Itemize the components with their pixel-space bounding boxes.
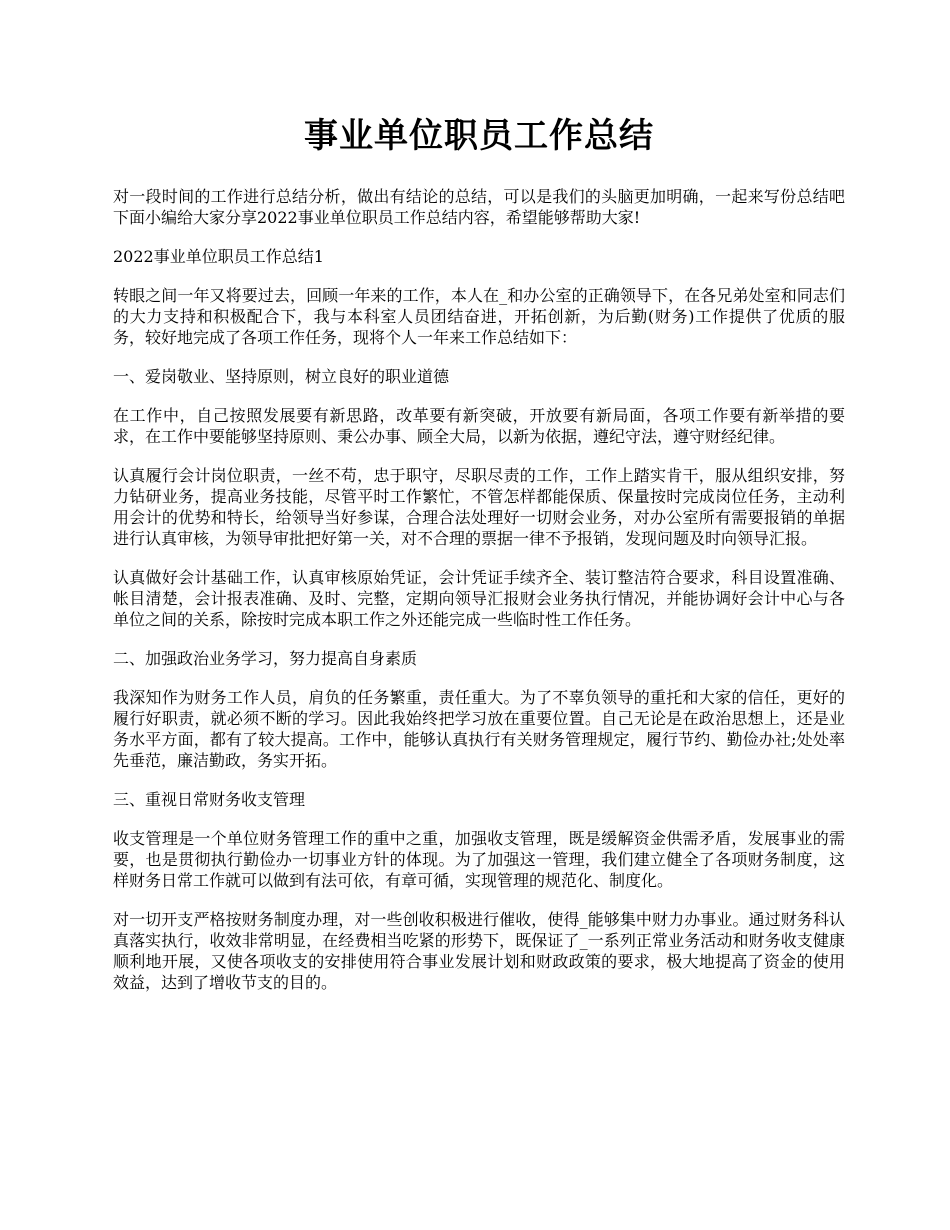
paragraph-7: 对一切开支严格按财务制度办理，对一些创收积极进行催收，使得_能够集中财力办事业。通过财务科认真落实执行，收效非常明显，在经费相当吃紧的形势下，既保证了_一系列正常业务活动和财务收支健康顺利地开展，又使各项收支的安排使用符合事业发展计划和财政政策的要求，极大地提高了资金的使用效益，达到了增收节支的目的。 [113, 910, 845, 992]
heading-2: 二、加强政治业务学习，努力提高自身素质 [113, 649, 418, 668]
intro-paragraph: 对一段时间的工作进行总结分析，做出有结论的总结，可以是我们的头脑更加明确，一起来写份总结吧下面小编给大家分享2022事业单位职员工作总结内容，希望能够帮助大家! [113, 187, 845, 227]
heading-1: 一、爱岗敬业、坚持原则，树立良好的职业道德 [113, 367, 450, 386]
document-title: 事业单位职员工作总结 [304, 116, 654, 156]
paragraph-4: 认真做好会计基础工作，认真审核原始凭证，会计凭证手续齐全、装订整洁符合要求，科目设置准确、帐目清楚，会计报表准确、及时、完整，定期向领导汇报财会业务执行情况，并能协调好会计中心与各单位之间的关系，除按时完成本职工作之外还能完成一些临时性工作任务。 [113, 568, 845, 629]
section-title: 2022事业单位职员工作总结1 [113, 247, 324, 266]
heading-3: 三、重视日常财务收支管理 [113, 790, 306, 809]
paragraph-5: 我深知作为财务工作人员，肩负的任务繁重，责任重大。为了不辜负领导的重托和大家的信任，更好的履行好职责，就必须不断的学习。因此我始终把学习放在重要位置。自己无论是在政治思想上，还是业务水平方面，都有了较大提高。工作中，能够认真执行有关财务管理规定，履行节约、勤俭办社;处处率先垂范，廉洁勤政，务实开拓。 [113, 688, 845, 770]
paragraph-6: 收支管理是一个单位财务管理工作的重中之重，加强收支管理，既是缓解资金供需矛盾，发展事业的需要，也是贯彻执行勤俭办一切事业方针的体现。为了加强这一管理，我们建立健全了各项财务制度，这样财务日常工作就可以做到有法可依，有章可循，实现管理的规范化、制度化。 [113, 829, 845, 890]
paragraph-3: 认真履行会计岗位职责，一丝不苟，忠于职守，尽职尽责的工作，工作上踏实肯干，服从组织安排，努力钻研业务，提高业务技能，尽管平时工作繁忙，不管怎样都能保质、保量按时完成岗位任务，主动利用会计的优势和特长，给领导当好参谋，合理合法处理好一切财会业务，对办公室所有需要报销的单据进行认真审核，为领导审批把好第一关，对不合理的票据一律不予报销，发现问题及时向领导汇报。 [113, 466, 845, 548]
document-page [113, 112, 845, 1011]
paragraph-2: 在工作中，自己按照发展要有新思路，改革要有新突破，开放要有新局面，各项工作要有新举措的要求，在工作中要能够坚持原则、秉公办事、顾全大局，以新为依据，遵纪守法，遵守财经纪律。 [113, 406, 845, 446]
paragraph-1: 转眼之间一年又将要过去，回顾一年来的工作，本人在_和办公室的正确领导下，在各兄弟处室和同志们的大力支持和积极配合下，我与本科室人员团结奋进，开拓创新，为后勤(财务)工作提供了优质的服务，较好地完成了各项工作任务，现将个人一年来工作总结如下： [113, 286, 845, 347]
